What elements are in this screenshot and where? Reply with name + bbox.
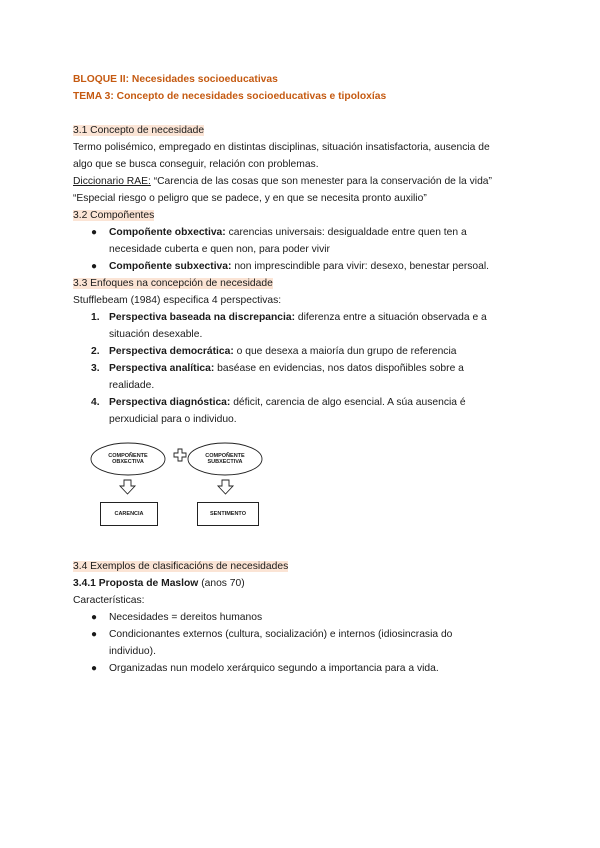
bullet-icon: ● [91,663,98,674]
list-item: Organizadas nun modelo xerárquico segundo a importancia para a vida. [109,663,439,674]
list-item-continuation: situación desexable. [109,329,203,340]
rae-definition-2: “Especial riesgo o peligro que se padece, y en que se necesita pronto auxilio” [73,193,427,204]
objective-oval-label: COMPOÑENTE OBXECTIVA [108,453,148,465]
paragraph-line: Stufflebeam (1984) especifica 4 perspectivas: [73,295,282,306]
list-item-continuation: necesidade cuberta e quen non, para poder vivir [109,244,330,255]
list-item: Perspectiva baseada na discrepancia: diferenza entre a situación observada e a [109,312,487,323]
list-item: Compoñente subxectiva: non imprescindible para vivir: desexo, benestar persoal. [109,261,490,272]
section-3-3-title: 3.3 Enfoques na concepción de necesidade [73,278,273,289]
down-arrow-icon [218,480,233,494]
list-item: Perspectiva diagnóstica: déficit, carencia de algo esencial. A súa ausencia é [109,397,466,408]
list-item: Condicionantes externos (cultura, socialización) e internos (idiosincrasia do [109,629,453,640]
bullet-icon: ● [91,261,98,272]
list-item: Necesidades = dereitos humanos [109,612,263,623]
list-number: 1. [91,312,100,323]
plus-icon [174,449,186,461]
list-number: 3. [91,363,100,374]
list-item-continuation: perxudicial para o individuo. [109,414,237,425]
section-3-2-title: 3.2 Compoñentes [73,210,155,221]
bullet-icon: ● [91,227,98,238]
carencia-box: CARENCIA [100,502,158,526]
paragraph-line: Características: [73,595,145,606]
block-heading: BLOQUE II: Necesidades socioeducativas [73,74,278,85]
section-3-4-title: 3.4 Exemplos de clasificacións de necesidades [73,561,289,572]
list-item-continuation: realidade. [109,380,155,391]
bullet-icon: ● [91,629,98,640]
list-item: Perspectiva analítica: baséase en evidencias, nos datos dispoñibles sobre a [109,363,464,374]
list-item: Compoñente obxectiva: carencias universais: desigualdade entre quen ten a [109,227,467,238]
list-number: 2. [91,346,100,357]
components-diagram [90,440,280,530]
subjective-oval-label: COMPOÑENTE SUBXECTIVA [205,453,245,465]
section-3-1-title: 3.1 Concepto de necesidade [73,125,205,136]
list-item-continuation: individuo). [109,646,156,657]
rae-definition-1: Diccionario RAE: “Carencia de las cosas que son menester para la conservación de la vida” [73,176,492,187]
bullet-icon: ● [91,612,98,623]
list-number: 4. [91,397,100,408]
paragraph-line: algo que se busca conseguir, relación con problemas. [73,159,319,170]
sentimento-box: SENTIMENTO [197,502,259,526]
topic-heading: TEMA 3: Concepto de necesidades socioeducativas e tipoloxías [73,91,387,102]
list-item: Perspectiva democrática: o que desexa a maioría dun grupo de referencia [109,346,457,357]
paragraph-line: Termo polisémico, empregado en distintas disciplinas, situación insatisfactoria, ausencia de [73,142,490,153]
down-arrow-icon [120,480,135,494]
subsection-3-4-1-title: 3.4.1 Proposta de Maslow (anos 70) [73,578,245,589]
